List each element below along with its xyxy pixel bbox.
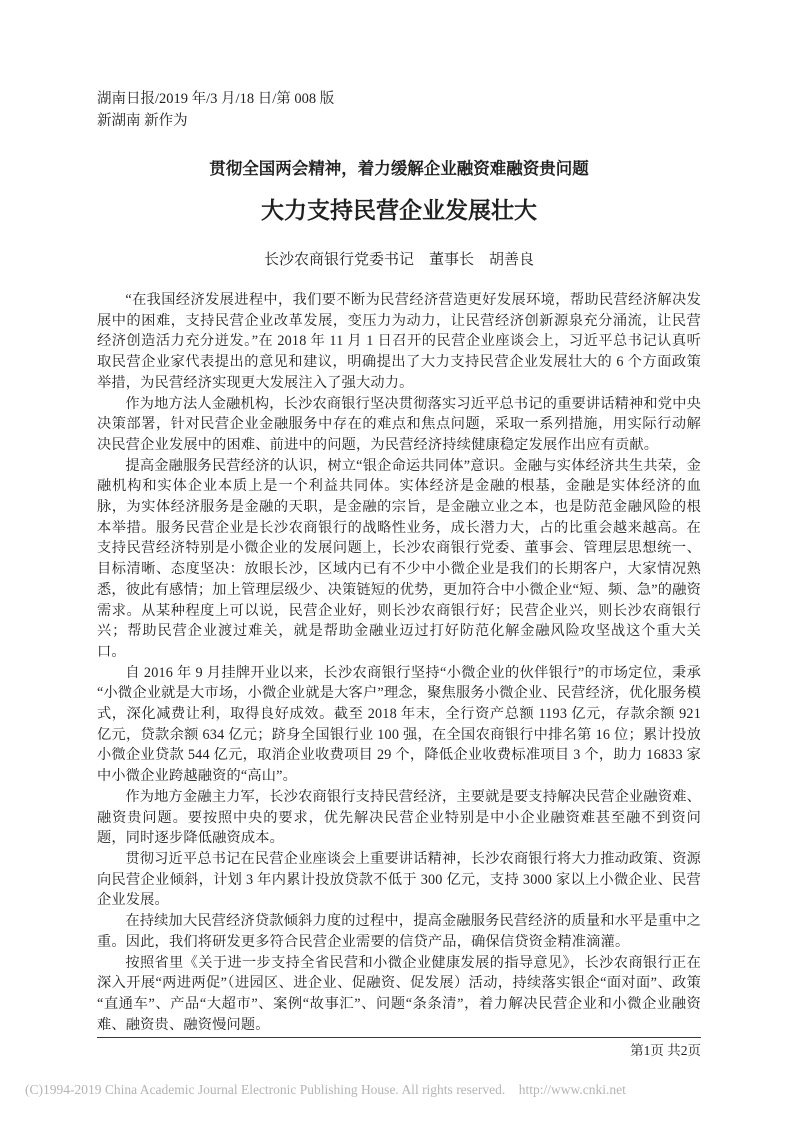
paragraph: “在我国经济发展进程中，我们要不断为民营经济营造更好发展环境，帮助民营经济解决发展中的困难，支持民营企业改革发展，变压力为动力，让民营经济创新源泉充分涌流，让民营经济创造活力充分迸发。”在 2018 年 11 月 1 日召开的民营企业座谈会上，习近平总书记认真听取民营企业家代表提出的意见和建议，明确提出了大力支持民营企业发展壮大的 6 个方面政策举措，为民营经济实现更大发展注入了强大动力。 [97,292,701,391]
article-body [97,290,701,1035]
document-header [97,88,701,132]
paragraph: 作为地方法人金融机构，长沙农商银行坚决贯彻落实习近平总书记的重要讲话精神和党中央决策部署，针对民营企业金融服务中存在的难点和焦点问题，采取一系列措施，用实际行动解决民营企业发展中的困难、前进中的问题，为民营经济持续健康稳定发展作出应有贡献。 [97,395,701,453]
paragraph: 在持续加大民营经济贷款倾斜力度的过程中，提高金融服务民营经济的质量和水平是重中之重。因此，我们将研发更多符合民营企业需要的信贷产品，确保信贷资金精准滴灌。 [97,913,701,950]
byline: 长沙农商银行党委书记 董事长 胡善良 [263,252,534,268]
page-indicator: 第1页 共2页 [630,1043,701,1058]
paragraph: 提高金融服务民营经济的认识，树立“银企命运共同体”意识。金融与实体经济共生共荣，金融机构和实体企业本质上是一个利益共同体。实体经济是金融的根基，金融是实体经济的血脉，为实体经济服务是金融的天职，是金融的宗旨，是金融立业之本，也是防范金融风险的根本举措。服务民营企业是长沙农商银行的战略性业务，成长潜力大，占的比重会越来越高。在支持民营经济特别是小微企业的发展问题上，长沙农商银行党委、董事会、管理层思想统一、目标清晰、态度坚决：放眼长沙，区域内已有不少中小微企业是我们的长期客户，大家情况熟悉，彼此有感情；加上管理层级少、决策链短的优势，更加符合中小微企业“短、频、急”的融资需求。从某种程度上可以说，民营企业好，则长沙农商银行好；民营企业兴，则长沙农商银行兴；帮助民营企业渡过难关，就是帮助金融业迈过打好防范化解金融风险攻坚战这个重大关口。 [97,457,701,660]
paragraph: 按照省里《关于进一步支持全省民营和小微企业健康发展的指导意见》，长沙农商银行正在深入开展“两进两促”（进园区、进企业、促融资、促发展）活动，持续落实银企“面对面”、政策“直通车”、产品“大超市”、案例“故事汇”、问题“条条清”，着力解决民营企业和小微企业融资难、融资贵、融资慢问题。 [97,954,701,1033]
content-column [97,88,701,1035]
kicker: 贯彻全国两会精神，着力缓解企业融资难融资贵问题 [209,159,589,178]
column-line: 新湖南 新作为 [97,113,188,129]
source-line: 湖南日报/2019 年/3 月/18 日/第 008 版 [97,91,335,107]
footer-rule [97,1037,701,1059]
watermark: (C)1994-2019 China Academic Journal Electronic Publishing House. All rights reserved. http://www.cnki.net [25,1082,626,1097]
paragraph: 作为地方金融主力军，长沙农商银行支持民营经济，主要就是要支持解决民营企业融资难、融资贵问题。要按照中央的要求，优先解决民营企业特别是中小企业融资难甚至融不到资问题，同时逐步降低融资成本。 [97,788,701,847]
paragraph: 贯彻习近平总书记在民营企业座谈会上重要讲话精神，长沙农商银行将大力推动政策、资源向民营企业倾斜，计划 3 年内累计投放贷款不低于 300 亿元，支持 3000 家以上小微企业、民营企业发展。 [97,850,701,909]
paragraph: 自 2016 年 9 月挂牌开业以来，长沙农商银行坚持“小微企业的伙伴银行”的市场定位，秉承“小微企业就是大市场，小微企业就是大客户”理念，聚焦服务小微企业、民营经济，优化服务模式，深化减费让利，取得良好成效。截至 2018 年末，全行资产总额 1193 亿元，存款余额 921 亿元，贷款余额 634 亿元；跻身全国银行业 100 强，在全国农商银行中排名第 16 位；累计投放小微企业贷款 544 亿元，取消企业收费项目 29 个，降低企业收费标准项目 3 个，助力 16833 家中小微企业跨越融资的“高山”。 [97,664,701,785]
article-title: 大力支持民营企业发展壮大 [261,198,537,223]
